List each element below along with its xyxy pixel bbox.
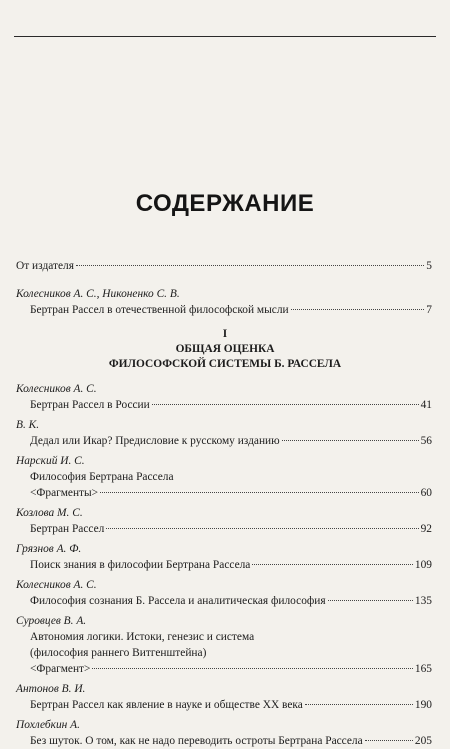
toc-author: Суровцев В. А. [16,615,87,627]
toc-author: Грязнов А. Ф. [16,543,82,555]
page-number: 165 [414,663,432,675]
header-rule [14,36,436,37]
toc-title-line: Философия Бертрана Рассела [30,471,174,483]
page-number: 92 [420,523,432,535]
toc-author: Нарский И. С. [16,455,85,467]
page-number: 60 [420,487,432,499]
page-title: СОДЕРЖАНИЕ [135,190,315,217]
leader-dots [328,600,413,601]
leader-dots [76,265,424,266]
page-number: 205 [414,735,432,747]
toc-entry[interactable]: Бертран Рассел в отечественной философской мысли 7 [30,304,432,316]
page-number: 190 [414,699,432,711]
toc-entry[interactable]: Бертран Рассел как явление в науке и обществе XX века 190 [30,699,432,711]
toc-entry[interactable]: Поиск знания в философии Бертрана Рассела 109 [30,559,432,571]
toc-author: Похлебкин А. [16,719,80,731]
toc-entry[interactable]: Бертран Рассел в России 41 [30,399,432,411]
section-heading [0,327,450,372]
leader-dots [100,492,418,493]
toc-author: Колесников А. С. [16,383,97,395]
section-title-line2: ФИЛОСОФСКОЙ СИСТЕМЫ Б. РАССЕЛА [108,358,342,370]
leader-dots [365,740,413,741]
toc-item [16,541,432,573]
page-number: 41 [420,399,432,411]
leader-dots [152,404,419,405]
toc-entry-publisher[interactable]: От издателя 5 [16,260,432,272]
page-number: 109 [414,559,432,571]
toc-title-line: Автономия логики. Истоки, генезис и система [30,631,255,643]
leader-dots [305,704,413,705]
page-number: 56 [420,435,432,447]
leader-dots [92,668,412,669]
leader-dots [106,528,418,529]
toc-item [16,417,432,449]
toc-entry[interactable]: Философия сознания Б. Рассела и аналитическая философия 135 [30,595,432,607]
page-number: 135 [414,595,432,607]
toc-author: Антонов В. И. [16,683,86,695]
toc-item [16,381,432,413]
leader-dots [282,440,419,441]
leader-dots [252,564,413,565]
section-title-line1: ОБЩАЯ ОЦЕНКА [175,343,275,355]
toc-author: Козлова М. С. [16,507,83,519]
toc-item [16,681,432,713]
page-number: 7 [426,304,432,316]
section-number: I [222,328,228,340]
leader-dots [291,309,425,310]
page-number: 5 [426,260,432,272]
toc-item [16,505,432,537]
toc-title-line: (философия раннего Витгенштейна) [30,647,207,659]
toc-entry[interactable]: <Фрагмент> 165 [30,663,432,675]
toc-item [16,717,432,749]
toc-author: Колесников А. С. [16,579,97,591]
toc-entry[interactable]: Дедал или Икар? Предисловие к русскому изданию 56 [30,435,432,447]
toc-item [16,577,432,609]
toc-front [16,258,432,318]
toc-section-entries [16,381,432,749]
toc-entry[interactable]: Бертран Рассел 92 [30,523,432,535]
toc-author: В. К. [16,419,40,431]
toc-item [16,613,432,677]
toc-entry[interactable]: Без шуток. О том, как не надо переводить остроты Бертрана Рассела 205 [30,735,432,747]
toc-item [16,453,432,501]
toc-entry[interactable]: <Фрагменты> 60 [30,487,432,499]
toc-author: Колесников А. С., Никоненко С. В. [16,288,180,300]
